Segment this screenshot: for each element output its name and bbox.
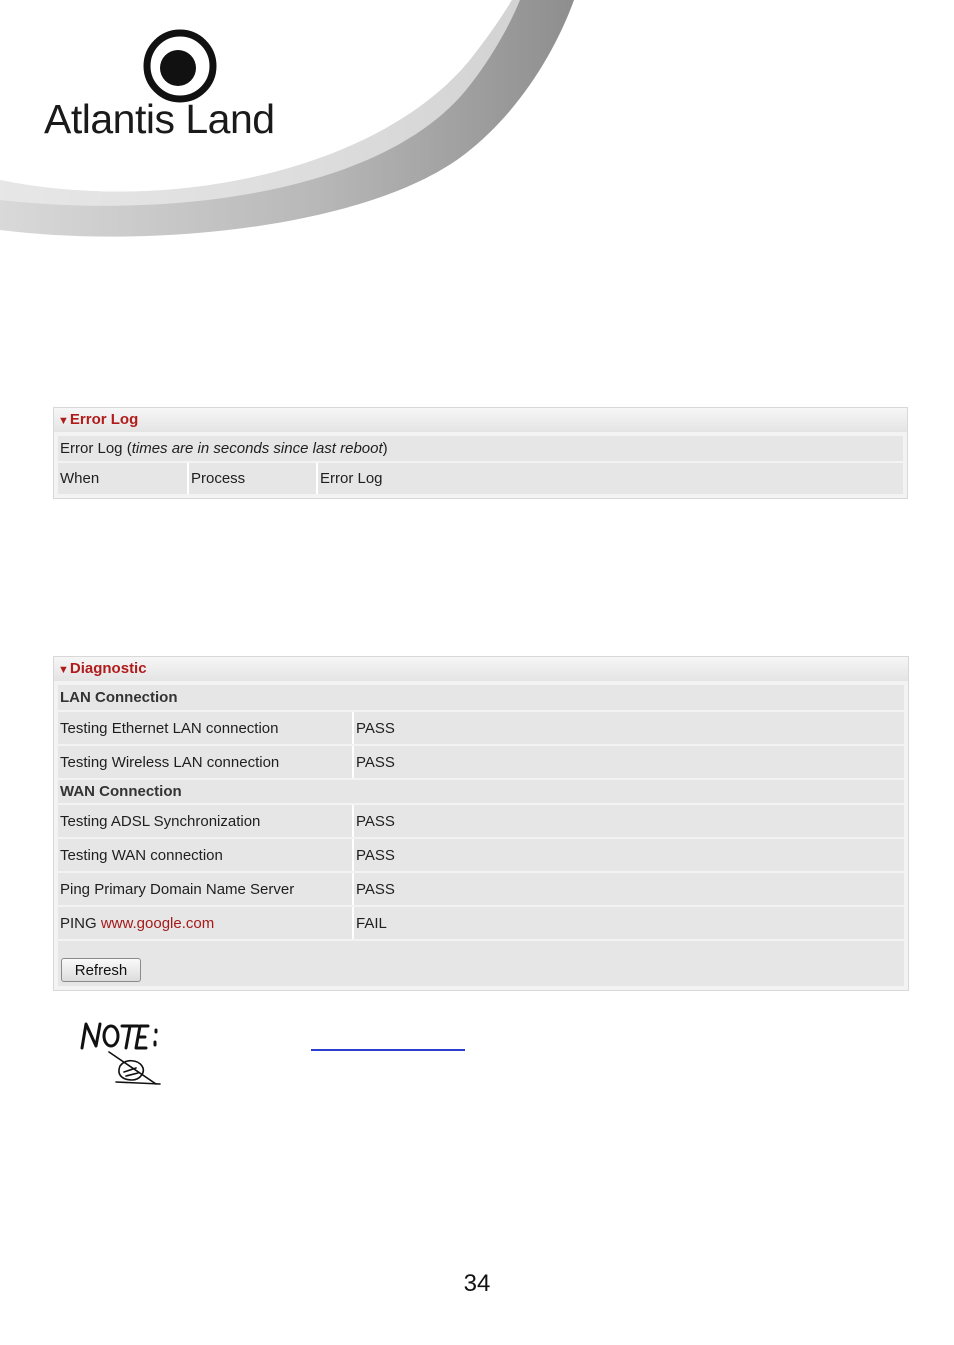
lan-section-label: LAN Connection [60, 689, 178, 706]
caption-prefix: Error Log ( [60, 440, 132, 457]
table-row [58, 873, 904, 905]
test-label: Ping Primary Domain Name Server [60, 880, 295, 898]
column-header-when: When [60, 470, 100, 487]
caption-italic: times are in seconds since last reboot [131, 440, 383, 457]
table-row [58, 805, 904, 837]
diagnostic-panel [53, 656, 909, 991]
test-result: PASS [352, 873, 904, 905]
refresh-button[interactable]: Refresh [61, 958, 141, 982]
collapse-triangle-icon: ▼ [58, 415, 69, 427]
column-header-process: Process [187, 463, 316, 494]
lan-section-row [58, 685, 904, 710]
note-pen-icon [76, 1018, 168, 1088]
page-number: 34 [463, 1270, 491, 1297]
ping-host-link[interactable]: www.google.com [100, 914, 215, 932]
wan-section-row [58, 780, 904, 803]
error-log-caption-row [58, 436, 903, 461]
test-label: Testing WAN connection [60, 846, 223, 864]
diagnostic-header[interactable] [54, 657, 908, 681]
ping-label [58, 907, 352, 939]
collapse-triangle-icon: ▼ [58, 664, 69, 676]
brand-logo-text: Atlantis Land [44, 96, 275, 142]
error-log-header[interactable] [54, 408, 907, 432]
test-result: PASS [352, 746, 904, 778]
error-log-title: Error Log [69, 411, 139, 428]
error-log-caption [58, 436, 903, 461]
ping-result: FAIL [352, 907, 904, 939]
table-row [58, 746, 904, 778]
test-label: Testing Ethernet LAN connection [60, 719, 279, 737]
button-row [58, 941, 904, 986]
test-result: PASS [352, 712, 904, 744]
test-result: PASS [352, 839, 904, 871]
error-log-panel [53, 407, 908, 499]
wan-section-label: WAN Connection [60, 783, 182, 800]
test-label: Testing ADSL Synchronization [60, 812, 261, 830]
test-result: PASS [352, 805, 904, 837]
table-row [58, 839, 904, 871]
column-header-error-log: Error Log [316, 463, 903, 494]
table-row [58, 712, 904, 744]
diagnostic-title: Diagnostic [69, 660, 147, 677]
ping-prefix: PING [60, 914, 101, 932]
test-label: Testing Wireless LAN connection [60, 753, 280, 771]
error-log-column-header-row [58, 463, 903, 494]
table-row [58, 907, 904, 939]
caption-suffix: ) [382, 440, 388, 457]
note-link-underline[interactable] [311, 1049, 465, 1051]
